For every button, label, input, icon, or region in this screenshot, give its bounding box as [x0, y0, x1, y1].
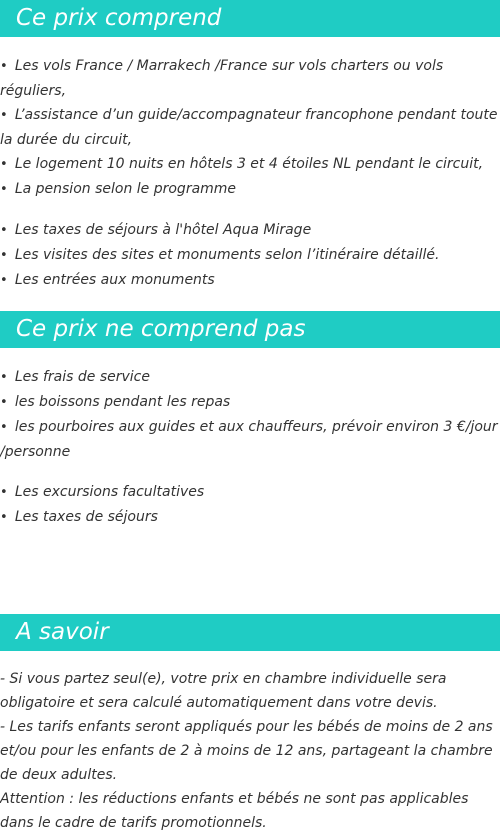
excluded-list [0, 365, 500, 530]
list-item: • Les taxes de séjours à l'hôtel Aqua Mirage [0, 222, 312, 238]
bullet-icon: • [0, 248, 12, 263]
section-header-info [0, 614, 500, 651]
list-item: • Les taxes de séjours [0, 509, 158, 525]
included-list [0, 54, 500, 293]
bullet-icon: • [0, 59, 12, 74]
section-header-included [0, 0, 500, 37]
bullet-icon: • [0, 182, 12, 197]
bullet-icon: • [0, 157, 12, 172]
bullet-icon: • [0, 485, 12, 500]
list-item: • Les entrées aux monuments [0, 272, 215, 288]
list-item: • Les frais de service [0, 369, 150, 385]
info-paragraph: Attention : les réductions enfants et bébés ne sont pas applicables dans le cadre de tarifs promotionnels. [0, 791, 469, 831]
bullet-icon: • [0, 108, 12, 123]
bullet-icon: • [0, 420, 12, 435]
info-paragraph: - Si vous partez seul(e), votre prix en chambre individuelle sera obligatoire et sera calculé automatiquement dans votre devis. [0, 671, 447, 711]
bullet-icon: • [0, 395, 12, 410]
bullet-icon: • [0, 370, 12, 385]
section-title-included: Ce prix comprend [16, 5, 222, 31]
list-item: • Les visites des sites et monuments selon l’itinéraire détaillé. [0, 247, 440, 263]
bullet-icon: • [0, 223, 12, 238]
bullet-icon: • [0, 510, 12, 525]
list-item: • Le logement 10 nuits en hôtels 3 et 4 étoiles NL pendant le circuit, [0, 156, 484, 172]
list-item: • les pourboires aux guides et aux chauffeurs, prévoir environ 3 €/jour /personne [0, 419, 498, 460]
section-header-excluded [0, 311, 500, 348]
list-item: • les boissons pendant les repas [0, 394, 231, 410]
section-title-info: A savoir [16, 619, 109, 645]
info-text [0, 667, 500, 835]
list-item: • Les vols France / Marrakech /France sur vols charters ou vols réguliers, [0, 58, 444, 99]
bullet-icon: • [0, 273, 12, 288]
list-item: • L’assistance d’un guide/accompagnateur francophone pendant toute la durée du circuit, [0, 107, 498, 148]
list-item: • La pension selon le programme [0, 181, 237, 197]
list-item: • Les excursions facultatives [0, 484, 205, 500]
section-title-excluded: Ce prix ne comprend pas [16, 316, 306, 342]
info-paragraph: - Les tarifs enfants seront appliqués pour les bébés de moins de 2 ans et/ou pour les enfants de 2 à moins de 12 ans, partageant la chambre de deux adultes. [0, 719, 493, 783]
